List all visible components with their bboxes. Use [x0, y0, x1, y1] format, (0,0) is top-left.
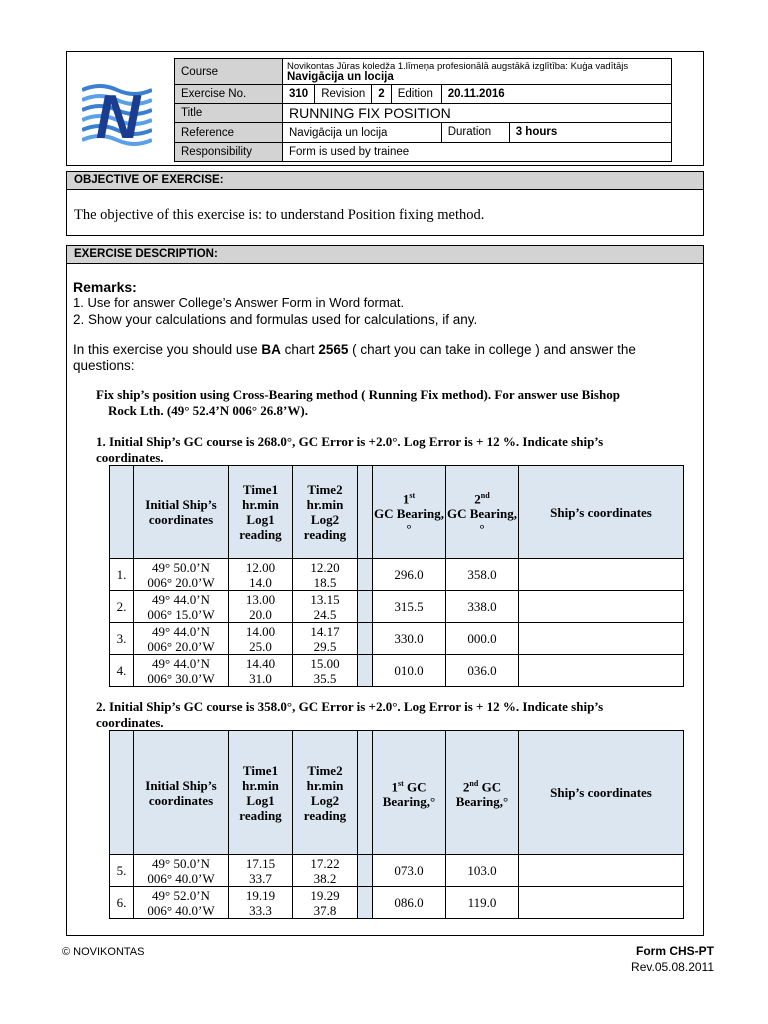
log2: 35.5 [313, 670, 337, 686]
chart-text-c: chart [280, 342, 319, 357]
initial-coords [134, 559, 229, 591]
log2: 18.5 [313, 574, 337, 590]
time2: 14.17 [310, 623, 340, 639]
time2-log2 [293, 623, 358, 655]
longitude: 006° 40.0’W [147, 870, 215, 886]
latitude: 49° 44.0’N [152, 591, 210, 607]
t1-b2-sup: nd [480, 490, 490, 500]
duration-value: 3 hours [515, 126, 558, 138]
exercise-no-label: Exercise No. [175, 85, 283, 104]
time1: 17.15 [245, 855, 276, 871]
t2-head-no [110, 731, 134, 855]
edition-date: 20.11.2016 [441, 85, 671, 104]
title-label: Title [175, 104, 283, 123]
log2: 29.5 [313, 638, 337, 654]
ships-coords-answer[interactable] [519, 655, 684, 687]
title-value: RUNNING FIX POSITION [283, 104, 672, 123]
bearing1: 296.0 [373, 559, 446, 591]
log2: 38.2 [313, 870, 337, 886]
reference-label: Reference [175, 123, 283, 143]
initial-coords [134, 887, 229, 919]
t1-b1-text: GC Bearing,° [373, 506, 445, 537]
logo-letter: N [95, 83, 141, 150]
longitude: 006° 15.0’W [147, 606, 215, 622]
log1: 25.0 [249, 638, 272, 654]
t2-head-time1: Time1 hr.min Log1 reading [229, 731, 293, 855]
course-label: Course [175, 59, 283, 85]
chart-text-a: In this exercise you should use [73, 342, 262, 357]
fix-instruction [96, 387, 620, 419]
time2: 13.15 [310, 591, 340, 607]
time1-log1 [229, 655, 293, 687]
latitude: 49° 44.0’N [152, 623, 210, 639]
initial-coords [134, 855, 229, 887]
table-row [110, 887, 684, 919]
responsibility-label: Responsibility [175, 143, 283, 162]
time1: 14.00 [245, 623, 276, 639]
chart-text-ba: BA [261, 342, 281, 357]
spacer-cell [358, 655, 373, 687]
footer-copyright: © NOVIKONTAS [62, 946, 145, 958]
bearing1: 073.0 [373, 855, 446, 887]
time2: 15.00 [310, 655, 340, 671]
t2-head-bearing2 [446, 731, 519, 855]
q1-line-2: coordinates. [96, 450, 164, 465]
table-2 [109, 730, 684, 919]
t1-b2-text: GC Bearing,° [446, 506, 518, 537]
spacer-cell [358, 855, 373, 887]
t2-head-bearing1 [373, 731, 446, 855]
longitude: 006° 30.0’W [147, 670, 215, 686]
t1-head-bearing1 [373, 466, 446, 559]
row-number: 1. [110, 559, 134, 591]
time2-log2 [293, 887, 358, 919]
table-1 [109, 465, 684, 687]
initial-coords [134, 623, 229, 655]
time2-log2 [293, 855, 358, 887]
ships-coords-answer[interactable] [519, 855, 684, 887]
log2: 37.8 [313, 902, 337, 918]
bearing2: 358.0 [446, 559, 519, 591]
latitude: 49° 50.0’N [152, 559, 210, 575]
bearing2: 338.0 [446, 591, 519, 623]
t2-b2-sup: nd [469, 778, 479, 788]
time1: 12.00 [245, 559, 276, 575]
latitude: 49° 50.0’N [152, 855, 210, 871]
fix-line-1: Fix ship’s position using Cross-Bearing method ( Running Fix method). For answer use Bishop [96, 387, 620, 402]
table-row [110, 655, 684, 687]
t2-b1-text: GC Bearing,° [382, 779, 436, 810]
time1: 14.40 [245, 655, 276, 671]
log1: 33.3 [249, 902, 272, 918]
responsibility-value: Form is used by trainee [283, 143, 672, 162]
table-row [110, 623, 684, 655]
t1-head-initial: Initial Ship’s coordinates [134, 466, 229, 559]
duration-cell [441, 123, 671, 143]
remarks-title: Remarks: [73, 279, 137, 295]
t2-head-initial: Initial Ship’s coordinates [134, 731, 229, 855]
longitude: 006° 20.0’W [147, 574, 215, 590]
t1-head-bearing2 [446, 466, 519, 559]
row-number: 2. [110, 591, 134, 623]
time2-log2 [293, 559, 358, 591]
spacer-cell [358, 591, 373, 623]
spacer-cell [358, 623, 373, 655]
time2: 17.22 [310, 855, 340, 871]
t2-head-coords: Ship’s coordinates [519, 731, 684, 855]
ships-coords-answer[interactable] [519, 623, 684, 655]
chart-number: 2565 [318, 342, 349, 357]
course-line2: Navigācija un locija [287, 70, 394, 83]
t2-head-time2: Time2 hr.min Log2 reading [293, 731, 358, 855]
log1: 20.0 [249, 606, 272, 622]
longitude: 006° 40.0’W [147, 902, 215, 918]
question-2 [96, 699, 603, 731]
row-number: 6. [110, 887, 134, 919]
time2-log2 [293, 591, 358, 623]
objective-box [66, 189, 704, 236]
ships-coords-answer[interactable] [519, 887, 684, 919]
time1-log1 [229, 887, 293, 919]
row-number: 4. [110, 655, 134, 687]
q1-line-1: 1. Initial Ship’s GC course is 268.0°, GC Error is +2.0°. Log Error is + 12 %. Indicate ship’s [96, 434, 604, 449]
course-value [283, 59, 672, 85]
t1-head-time1: Time1 hr.min Log1 reading [229, 466, 293, 559]
fix-line-2: Rock Lth. (49° 52.4’N 006° 26.8’W). [108, 403, 308, 418]
log1: 33.7 [249, 870, 272, 886]
t1-b1-num: 1 [402, 491, 410, 507]
spacer-cell [358, 559, 373, 591]
footer-rev: Rev.05.08.2011 [631, 960, 714, 974]
t2-b2-num: 2 [462, 779, 470, 795]
spacer-cell [358, 887, 373, 919]
edition-label: Edition [391, 85, 441, 104]
objective-heading: OBJECTIVE OF EXERCISE: [66, 171, 704, 190]
initial-coords [134, 591, 229, 623]
time1-log1 [229, 559, 293, 591]
longitude: 006° 20.0’W [147, 638, 215, 654]
time1: 13.00 [245, 591, 276, 607]
latitude: 49° 44.0’N [152, 655, 210, 671]
table-row [110, 855, 684, 887]
remark-1: 1. Use for answer College’s Answer Form in Word format. [73, 295, 405, 310]
bearing2: 000.0 [446, 623, 519, 655]
t1-head-coords: Ship’s coordinates [519, 466, 684, 559]
log2: 24.5 [313, 606, 337, 622]
remark-2: 2. Show your calculations and formulas used for calculations, if any. [73, 312, 478, 327]
log1: 14.0 [249, 574, 272, 590]
t1-b1-sup: st [409, 490, 416, 500]
bearing1: 086.0 [373, 887, 446, 919]
t2-head-spacer [358, 731, 373, 855]
time1-log1 [229, 855, 293, 887]
q2-line-2: coordinates. [96, 715, 164, 730]
revision-label: Revision [315, 85, 372, 104]
bearing2: 103.0 [446, 855, 519, 887]
bearing1: 315.5 [373, 591, 446, 623]
duration-label: Duration [442, 123, 510, 142]
initial-coords [134, 655, 229, 687]
header-table [174, 58, 672, 162]
exercise-no: 310 [283, 85, 315, 104]
t1-head-spacer [358, 466, 373, 559]
time2-log2 [293, 655, 358, 687]
course-line1: Novikontas Jūras koledža 1.līmeņa profesionālā augstākā izglītība: Kuģa vadītājs [287, 60, 629, 72]
t1-head-no [110, 466, 134, 559]
ships-coords-answer[interactable] [519, 591, 684, 623]
t2-b1-num: 1 [391, 779, 398, 795]
q2-line-1: 2. Initial Ship’s GC course is 358.0°, GC Error is +2.0°. Log Error is + 12 %. Indicate ship’s [96, 699, 604, 714]
t2-b2-text: GC Bearing,° [455, 779, 509, 810]
novikontas-logo [82, 80, 152, 150]
objective-text: The objective of this exercise is: to understand Position fixing method. [74, 207, 485, 223]
time2: 12.20 [310, 559, 340, 575]
reference-value: Navigācija un locija [283, 123, 442, 143]
chart-instruction [73, 342, 698, 374]
question-1 [96, 434, 603, 466]
bearing2: 036.0 [446, 655, 519, 687]
time1-log1 [229, 591, 293, 623]
footer-form: Form CHS-PT [636, 944, 714, 958]
description-heading: EXERCISE DESCRIPTION: [66, 245, 704, 264]
chart-text-f: questions: [73, 358, 135, 373]
revision-value: 2 [372, 85, 391, 104]
row-number: 3. [110, 623, 134, 655]
chart-text-e: ( chart you can take in college ) and answer the [348, 342, 636, 357]
t1-b2-num: 2 [474, 491, 481, 507]
bearing1: 330.0 [373, 623, 446, 655]
time1: 19.19 [245, 887, 276, 903]
log1: 31.0 [249, 670, 272, 686]
t2-b1-sup: st [397, 778, 404, 788]
latitude: 49° 52.0’N [152, 887, 210, 903]
bearing1: 010.0 [373, 655, 446, 687]
t1-head-time2: Time2 hr.min Log2 reading [293, 466, 358, 559]
bearing2: 119.0 [446, 887, 519, 919]
ships-coords-answer[interactable] [519, 559, 684, 591]
table-row [110, 559, 684, 591]
time1-log1 [229, 623, 293, 655]
table-row [110, 591, 684, 623]
row-number: 5. [110, 855, 134, 887]
time2: 19.29 [310, 887, 340, 903]
